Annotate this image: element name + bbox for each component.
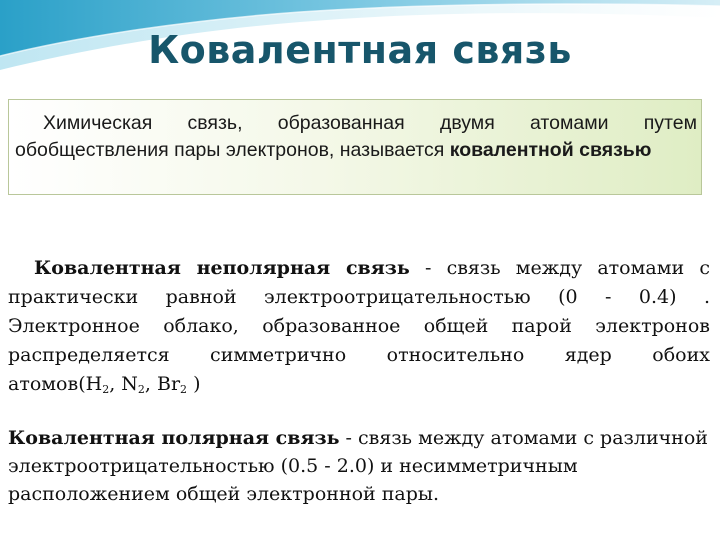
nonpolar-bond-paragraph <box>8 254 710 399</box>
slide-title: Ковалентная связь <box>148 28 572 72</box>
formula-h2: $H_2$, <box>85 373 122 396</box>
definition-body: Химическая связь, образованная двумя атомами путем обобществления пары электронов, называется <box>15 112 697 161</box>
formula-close: ) <box>193 373 201 395</box>
nonpolar-term: Ковалентная неполярная связь <box>34 257 410 279</box>
formula-n2: $N_2$, <box>121 373 157 396</box>
definition-text <box>15 110 697 164</box>
polar-body: - связь между атомами с различной электроотрицательностью (0.5 - 2.0) и несимметричным расположением общей электронной пары. <box>8 427 708 505</box>
definition-box <box>8 99 702 195</box>
definition-term: ковалентной связью <box>449 139 652 161</box>
nonpolar-body: - связь между атомами с практически равной электроотрицательностью (0 - 0.4) . Электронное облако, образованное общей парой электронов распределяется симметрично относительно ядер обоих атомов( <box>8 257 710 395</box>
formula-br2: $Br_2$ <box>157 373 188 396</box>
polar-term: Ковалентная полярная связь <box>8 427 340 449</box>
polar-bond-paragraph <box>8 424 710 508</box>
